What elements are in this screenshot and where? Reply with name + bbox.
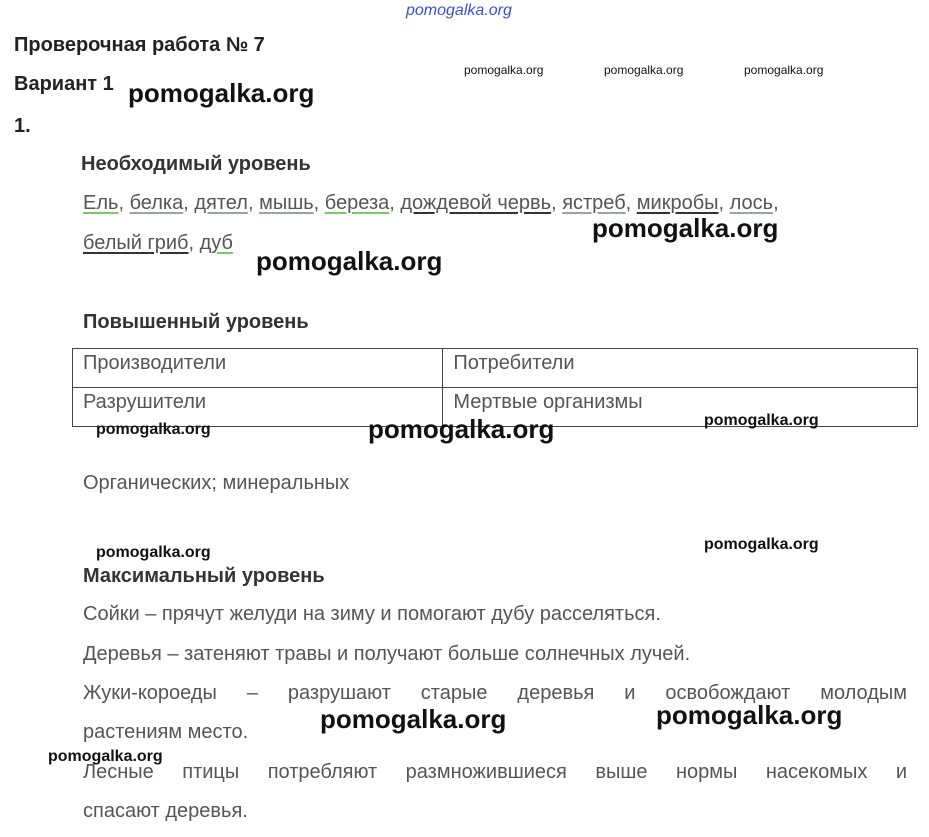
- watermark: pomogalka.org: [320, 704, 507, 734]
- watermark: pomogalka.org: [128, 78, 315, 108]
- species-word: дуб: [199, 232, 233, 254]
- level-max-heading: Максимальный уровень: [83, 565, 325, 587]
- species-word: дождевой червь: [400, 192, 552, 214]
- table-cell: Потребители: [443, 349, 918, 388]
- species-line-2: белый гриб, дуб: [83, 232, 233, 254]
- max-line: растениям место.: [83, 721, 249, 743]
- level-basic-heading: Необходимый уровень: [81, 153, 311, 175]
- task-number: 1.: [14, 115, 31, 137]
- watermark: pomogalka.org: [96, 421, 211, 438]
- watermark: pomogalka.org: [704, 412, 819, 429]
- watermark: pomogalka.org: [96, 544, 211, 561]
- watermark: pomogalka.org: [464, 63, 544, 77]
- watermark: pomogalka.org: [368, 414, 555, 444]
- max-line: спасают деревья.: [83, 800, 248, 822]
- variant-label: Вариант 1: [14, 73, 114, 95]
- species-word: ястреб: [562, 192, 626, 214]
- max-line: Лесные птицы потребляют размножившиеся выше нормы насекомых и: [83, 761, 907, 783]
- species-word: мышь: [259, 192, 314, 214]
- species-word: белый гриб: [83, 232, 189, 254]
- table-cell: Производители: [73, 349, 443, 388]
- watermark: pomogalka.org: [592, 213, 779, 243]
- watermark: pomogalka.org: [744, 63, 824, 77]
- table-cell: Мертвые организмы: [443, 388, 918, 427]
- table-row: [73, 349, 918, 388]
- watermark: pomogalka.org: [256, 246, 443, 276]
- species-word: лось: [729, 192, 774, 214]
- level-advanced-heading: Повышенный уровень: [83, 311, 309, 333]
- max-line: Сойки – прячут желуди на зиму и помогают дубу расселяться.: [83, 603, 661, 625]
- watermark: pomogalka.org: [604, 63, 684, 77]
- species-word: белка: [129, 192, 184, 214]
- watermark: pomogalka.org: [704, 536, 819, 553]
- watermark-top: pomogalka.org: [406, 2, 512, 19]
- advanced-answer: Органических; минеральных: [83, 472, 350, 494]
- max-line: Деревья – затеняют травы и получают больше солнечных лучей.: [83, 643, 691, 665]
- species-word: Ель: [83, 192, 119, 214]
- species-word: береза: [324, 192, 390, 214]
- max-line: Жуки-короеды – разрушают старые деревья и освобождают молодым: [83, 682, 907, 704]
- species-word: микробы: [636, 192, 719, 214]
- species-line-1: Ель, белка, дятел, мышь, береза, дождевой червь, ястреб, микробы, лось,: [83, 192, 779, 214]
- table-cell: Разрушители: [73, 388, 443, 427]
- species-word: дятел: [194, 192, 248, 214]
- page-title: Проверочная работа № 7: [14, 34, 265, 56]
- watermark: pomogalka.org: [656, 700, 843, 730]
- watermark: pomogalka.org: [48, 748, 163, 765]
